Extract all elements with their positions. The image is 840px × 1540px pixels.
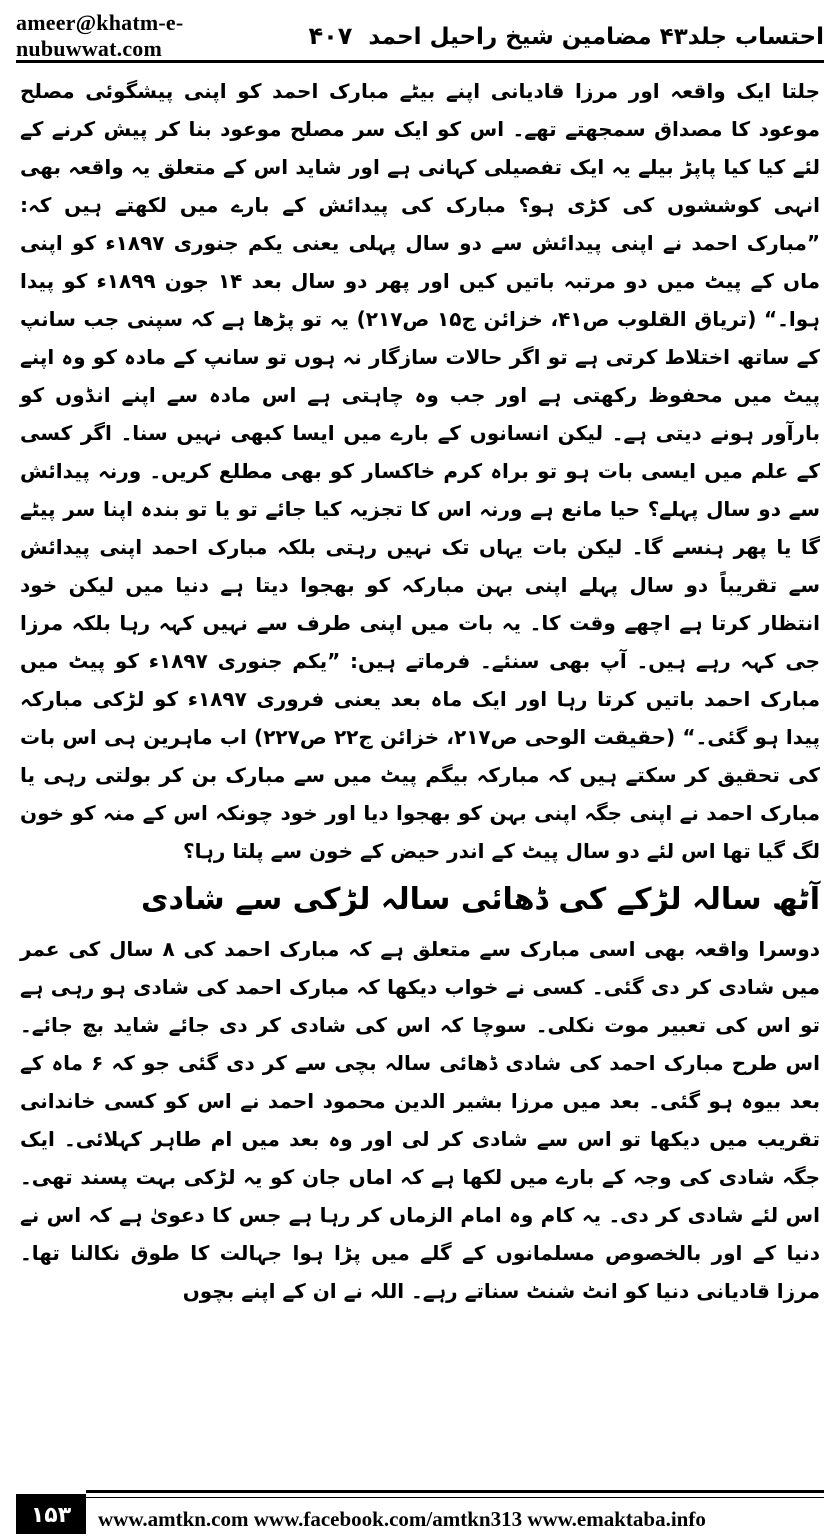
page-content xyxy=(20,72,820,1310)
page-footer xyxy=(16,1490,824,1534)
page-header xyxy=(16,10,824,62)
page-number: ۴۰۷ xyxy=(308,22,353,50)
header-email: ameer@khatm-e-nubuwwat.com xyxy=(16,10,184,61)
running-title: احتساب جلد۴۳ مضامین شیخ راحیل احمد xyxy=(368,24,824,50)
footer-page-badge: ۱۵۳ xyxy=(16,1494,86,1534)
section-heading: آٹھ سالہ لڑکے کی ڈھائی سالہ لڑکی سے شادی xyxy=(141,882,820,917)
paragraph-2: دوسرا واقعہ بھی اسی مبارک سے متعلق ہے کہ مبارک احمد کی ۸ سال کی عمر میں شادی کر دی گئی۔ کسی نے خواب دیکھا کہ مبارک احمد کی شادی ہو رہی ہے تو اس کی تعبیر موت نکلی۔ سوچا کہ اس کی شادی کر دی جائے شاید بچ جائے۔ اس طرح مبارک احمد کی شادی ڈھائی سالہ بچی سے کر دی گئی جو کہ ۶ ماہ کے بعد بیوہ ہو گئی۔ بعد میں مرزا بشیر الدین محمود احمد نے اس کو کسی خاندانی تقریب میں دیکھا تو اس سے شادی کر لی اور وہ بعد میں ام طاہر کہلائی۔ ایک جگہ شادی کی وجہ کے بارے میں لکھا ہے کہ اماں جان کو یہ لڑکی بہت پسند تھی۔ اس لئے شادی کر دی۔ یہ کام وہ امام الزماں کر رہا ہے جس کا دعویٰ ہے کہ اس نے دنیا کے اور بالخصوص مسلمانوں کے گلے میں پڑا ہوا جہالت کا طوق نکالنا تھا۔ مرزا قادیانی دنیا کو انٹ شنٹ سناتے رہے۔ اللہ نے ان کے اپنے بچوں xyxy=(20,937,820,1303)
header-rule xyxy=(16,60,824,63)
paragraph-1: جلتا ایک واقعہ اور مرزا قادیانی اپنے بیٹے مبارک احمد کو اپنی پیشگوئی مصلح موعود کا مصداق سمجھتے تھے۔ اس کو ایک سر مصلح موعود بنا کر پیش کرنے کے لئے کیا کیا پاپڑ بیلے یہ ایک تفصیلی کہانی ہے اور شاید اس کے متعلق یہ واقعہ بھی انہی کوششوں کی کڑی ہو؟ مبارک کی پیدائش کے بارے میں لکھتے ہیں کہ: ”مبارک احمد نے اپنی پیدائش سے دو سال پہلی یعنی یکم جنوری ۱۸۹۷ء کو اپنی ماں کے پیٹ میں دو مرتبہ باتیں کیں اور پھر دو سال بعد ۱۴ جون ۱۸۹۹ء کو پیدا ہوا۔“ (تریاق القلوب ص۴۱، خزائن ج۱۵ ص۲۱۷) یہ تو پڑھا ہے کہ سپنی جب سانپ کے ساتھ اختلاط کرتی ہے تو اگر حالات سازگار نہ ہوں تو سانپ کے مادہ کو وہ اپنے پیٹ میں محفوظ رکھتی ہے اور جب وہ چاہتی ہے اس مادہ سے اپنے انڈوں کو بارآور ہونے دیتی ہے۔ لیکن انسانوں کے بارے میں ایسا کبھی نہیں سنا۔ اگر کسی کے علم میں ایسی بات ہو تو براہ کرم خاکسار کو بھی مطلع کریں۔ ورنہ پیدائش سے دو سال پہلے؟ حیا مانع ہے ورنہ اس کا تجزیہ کیا جائے تو یا تو بندہ اپنا سر پیٹے گا یا پھر ہنسے گا۔ لیکن بات یہاں تک نہیں رہتی بلکہ مبارک احمد اپنی پیدائش سے تقریباً دو سال پہلے اپنی بہن مبارکہ کو بھجوا دیتا ہے دنیا میں لیکن خود انتظار کرتا ہے اچھے وقت کا۔ یہ بات میں اپنی طرف سے نہیں کہہ رہا بلکہ مرزا جی کہہ رہے ہیں۔ آپ بھی سنئے۔ فرماتے ہیں: ”یکم جنوری ۱۸۹۷ء کو پیٹ میں مبارک احمد باتیں کرتا رہا اور ایک ماہ بعد یعنی فروری ۱۸۹۷ء کو لڑکی مبارکہ پیدا ہو گئی۔“ (حقیقت الوحی ص۲۱۷، خزائن ج۲۲ ص۲۲۷) اب ماہرین ہی اس بات کی تحقیق کر سکتے ہیں کہ مبارکہ بیگم پیٹ میں سے مبارک بن کر بولتی رہی یا مبارک احمد نے اپنی جگہ اپنی بہن کو بھجوا دیا اور خود چونکہ اس کے منہ کو خون لگ گیا تھا اس لئے دو سال پیٹ کے اندر حیض کے خون سے پلتا رہا؟ xyxy=(20,79,821,863)
header-title-group xyxy=(308,22,824,50)
footer-bar xyxy=(86,1490,824,1534)
footer-rule xyxy=(86,1490,824,1498)
footer-urls: www.amtkn.com www.facebook.com/amtkn313 www.emaktaba.info xyxy=(98,1507,706,1531)
